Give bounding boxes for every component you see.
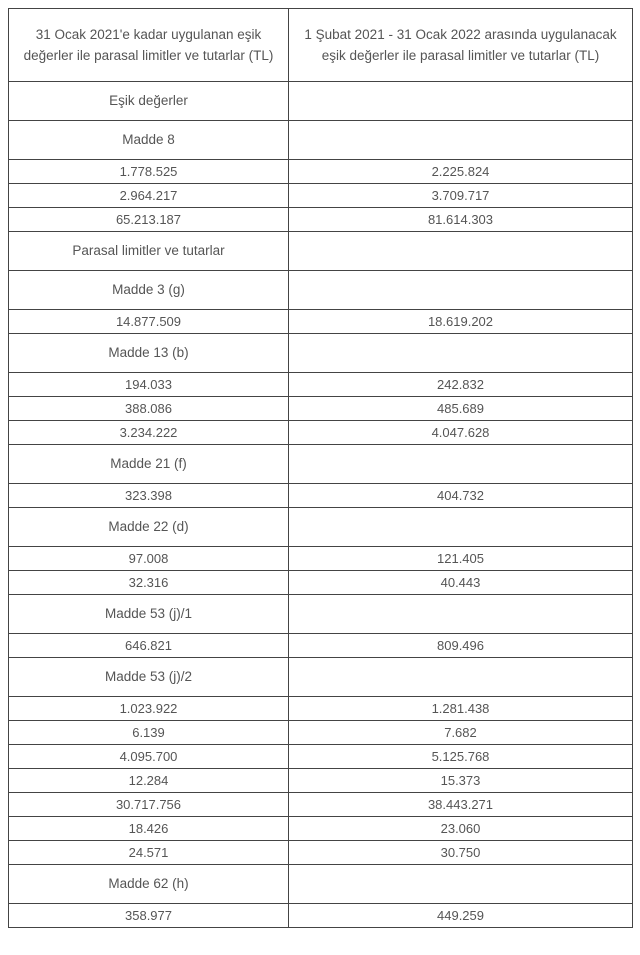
section-row [9, 445, 633, 484]
new-value-cell: 5.125.768 [289, 745, 633, 769]
new-value-cell: 2.225.824 [289, 160, 633, 184]
new-value-cell: 3.709.717 [289, 184, 633, 208]
new-value-cell: 449.259 [289, 904, 633, 928]
new-value-cell: 404.732 [289, 484, 633, 508]
section-row [9, 595, 633, 634]
old-value-cell: 2.964.217 [9, 184, 289, 208]
new-value-cell: 81.614.303 [289, 208, 633, 232]
new-value-cell: 121.405 [289, 547, 633, 571]
section-label: Madde 62 (h) [9, 865, 289, 904]
section-label: Eşik değerler [9, 82, 289, 121]
new-value-cell: 30.750 [289, 841, 633, 865]
section-label: Madde 3 (g) [9, 271, 289, 310]
new-value-cell: 38.443.271 [289, 793, 633, 817]
limits-table [8, 8, 633, 928]
old-value-cell: 388.086 [9, 397, 289, 421]
section-label: Madde 22 (d) [9, 508, 289, 547]
table-row [9, 373, 633, 397]
limits-table-body [9, 9, 633, 928]
table-row [9, 160, 633, 184]
table-row [9, 484, 633, 508]
section-row [9, 121, 633, 160]
section-row [9, 658, 633, 697]
section-row [9, 508, 633, 547]
new-value-cell: 485.689 [289, 397, 633, 421]
old-value-cell: 12.284 [9, 769, 289, 793]
old-value-cell: 6.139 [9, 721, 289, 745]
table-row [9, 841, 633, 865]
section-label: Madde 21 (f) [9, 445, 289, 484]
new-value-cell: 4.047.628 [289, 421, 633, 445]
section-label: Madde 53 (j)/2 [9, 658, 289, 697]
header-old-values: 31 Ocak 2021'e kadar uygulanan eşik değerler ile parasal limitler ve tutarlar (TL) [9, 9, 289, 82]
table-row [9, 817, 633, 841]
new-value-cell: 23.060 [289, 817, 633, 841]
table-row [9, 634, 633, 658]
new-value-cell: 242.832 [289, 373, 633, 397]
old-value-cell: 14.877.509 [9, 310, 289, 334]
new-value-cell: 809.496 [289, 634, 633, 658]
old-value-cell: 1.778.525 [9, 160, 289, 184]
section-row [9, 232, 633, 271]
new-value-cell: 15.373 [289, 769, 633, 793]
section-row [9, 271, 633, 310]
old-value-cell: 30.717.756 [9, 793, 289, 817]
old-value-cell: 65.213.187 [9, 208, 289, 232]
empty-cell [289, 82, 633, 121]
empty-cell [289, 334, 633, 373]
table-row [9, 310, 633, 334]
empty-cell [289, 595, 633, 634]
old-value-cell: 323.398 [9, 484, 289, 508]
table-row [9, 697, 633, 721]
section-row [9, 334, 633, 373]
old-value-cell: 24.571 [9, 841, 289, 865]
section-label: Parasal limitler ve tutarlar [9, 232, 289, 271]
table-row [9, 208, 633, 232]
new-value-cell: 18.619.202 [289, 310, 633, 334]
table-row [9, 721, 633, 745]
old-value-cell: 4.095.700 [9, 745, 289, 769]
old-value-cell: 97.008 [9, 547, 289, 571]
section-label: Madde 8 [9, 121, 289, 160]
table-row [9, 745, 633, 769]
old-value-cell: 358.977 [9, 904, 289, 928]
new-value-cell: 1.281.438 [289, 697, 633, 721]
empty-cell [289, 445, 633, 484]
section-label: Madde 53 (j)/1 [9, 595, 289, 634]
old-value-cell: 646.821 [9, 634, 289, 658]
empty-cell [289, 271, 633, 310]
empty-cell [289, 865, 633, 904]
empty-cell [289, 232, 633, 271]
old-value-cell: 1.023.922 [9, 697, 289, 721]
old-value-cell: 3.234.222 [9, 421, 289, 445]
new-value-cell: 40.443 [289, 571, 633, 595]
table-row [9, 571, 633, 595]
section-row [9, 865, 633, 904]
header-new-values: 1 Şubat 2021 - 31 Ocak 2022 arasında uygulanacak eşik değerler ile parasal limitler ve tutarlar (TL) [289, 9, 633, 82]
empty-cell [289, 508, 633, 547]
section-row [9, 82, 633, 121]
table-header-row [9, 9, 633, 82]
table-row [9, 547, 633, 571]
table-row [9, 769, 633, 793]
old-value-cell: 194.033 [9, 373, 289, 397]
table-row [9, 793, 633, 817]
new-value-cell: 7.682 [289, 721, 633, 745]
section-label: Madde 13 (b) [9, 334, 289, 373]
old-value-cell: 32.316 [9, 571, 289, 595]
table-row [9, 184, 633, 208]
table-row [9, 904, 633, 928]
old-value-cell: 18.426 [9, 817, 289, 841]
table-row [9, 421, 633, 445]
empty-cell [289, 658, 633, 697]
empty-cell [289, 121, 633, 160]
table-row [9, 397, 633, 421]
